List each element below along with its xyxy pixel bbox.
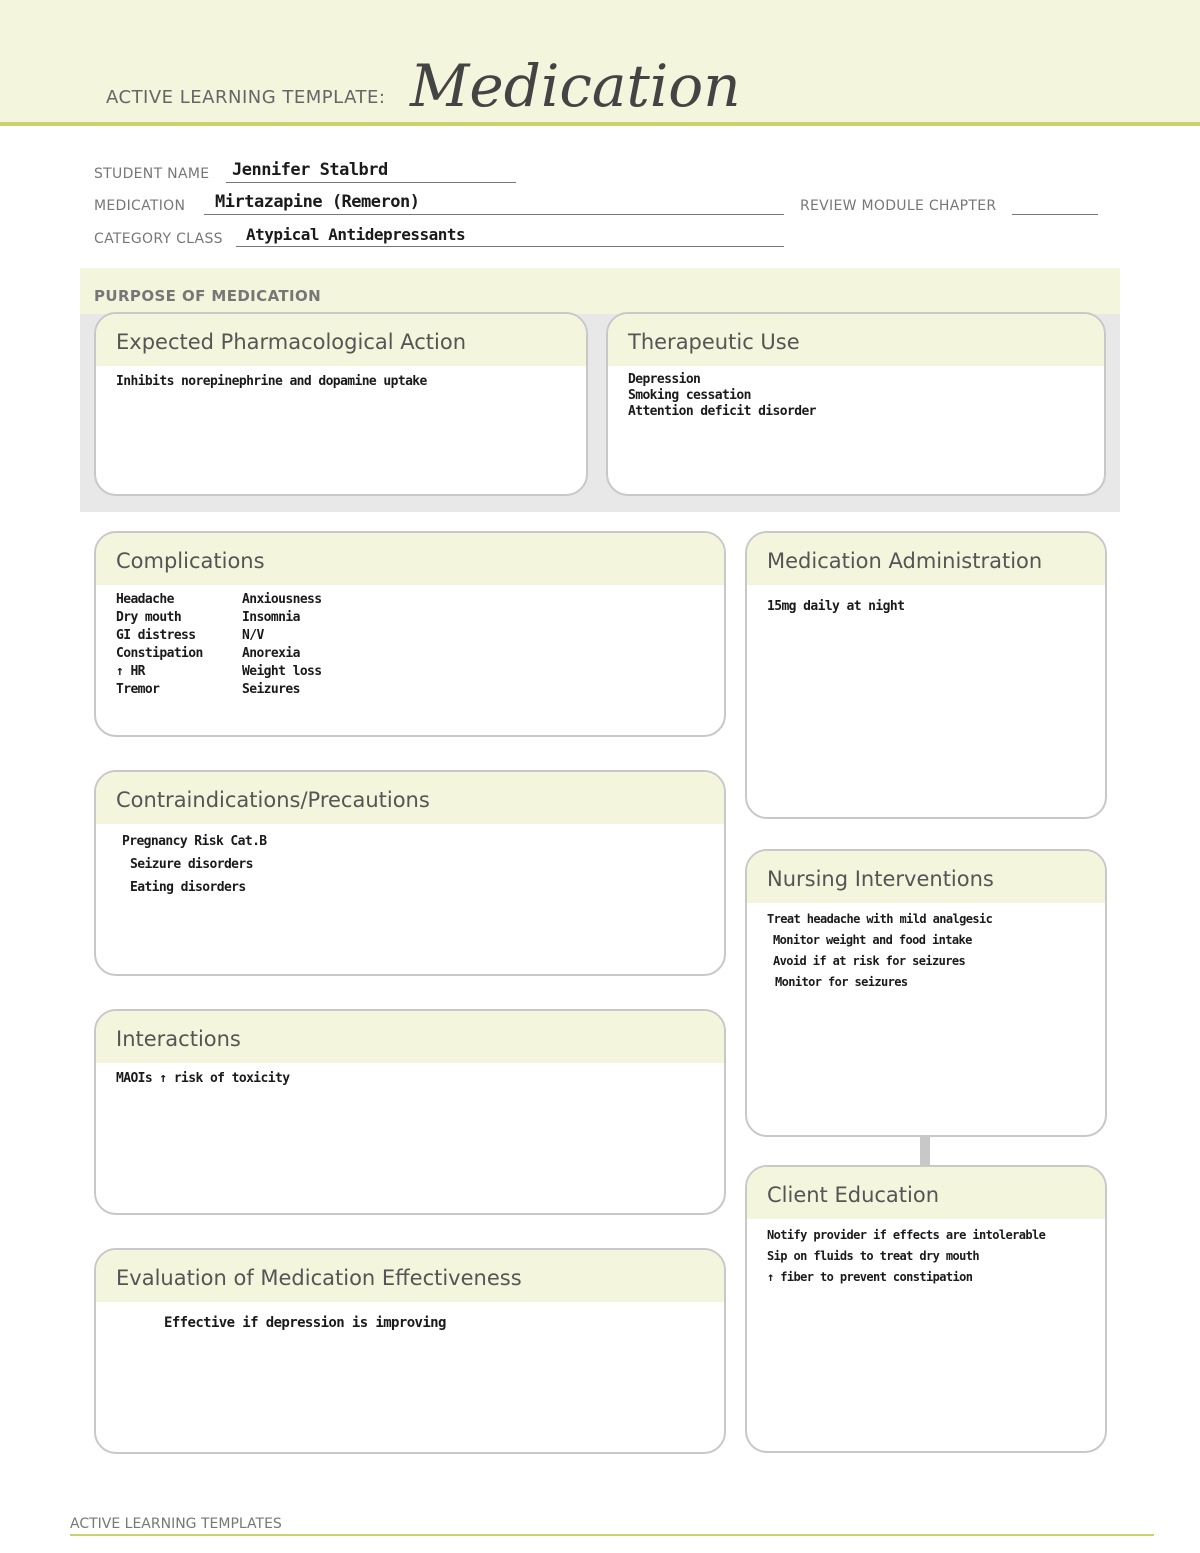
client-education-line: Sip on fluids to treat dry mouth [767, 1249, 979, 1263]
medication-field[interactable]: Mirtazapine (Remeron) [215, 192, 420, 212]
complication-item: Anorexia [242, 646, 300, 661]
complication-item: Headache [116, 592, 174, 607]
complication-item: GI distress [116, 628, 196, 643]
contraindications-box [94, 770, 726, 976]
complication-item: Seizures [242, 682, 300, 697]
complication-item: Anxiousness [242, 592, 322, 607]
expected-action-title: Expected Pharmacological Action [96, 314, 586, 366]
complication-item: Constipation [116, 646, 203, 661]
complications-box [94, 531, 726, 737]
footer-label: ACTIVE LEARNING TEMPLATES [70, 1516, 282, 1532]
client-education-line: Notify provider if effects are intolerable [767, 1228, 1046, 1242]
evaluation-title: Evaluation of Medication Effectiveness [96, 1250, 724, 1302]
category-class-field[interactable]: Atypical Antidepressants [246, 225, 466, 244]
evaluation-line: Effective if depression is improving [164, 1315, 446, 1331]
page-title: Medication [410, 52, 741, 120]
expected-action-line: Inhibits norepinephrine and dopamine uptake [116, 374, 427, 389]
nursing-intervention-line: Treat headache with mild analgesic [767, 912, 993, 926]
interactions-content[interactable] [96, 1063, 724, 1094]
contraindication-line: Seizure disorders [130, 857, 253, 872]
complication-item: Tremor [116, 682, 160, 697]
expected-action-content[interactable] [96, 366, 586, 397]
complications-column-2 [242, 591, 322, 699]
therapeutic-use-content[interactable] [608, 366, 1104, 426]
nursing-intervention-line: Avoid if at risk for seizures [773, 954, 966, 968]
expected-action-box [94, 312, 588, 496]
complication-item: ↑ HR [116, 664, 145, 679]
client-education-content[interactable] [747, 1219, 1105, 1294]
administration-line: 15mg daily at night [767, 599, 905, 614]
administration-box [745, 531, 1107, 819]
administration-content[interactable] [747, 585, 1105, 622]
client-education-line: ↑ fiber to prevent constipation [767, 1270, 973, 1284]
therapeutic-use-box [606, 312, 1106, 496]
medication-label: MEDICATION [94, 198, 186, 214]
administration-title: Medication Administration [747, 533, 1105, 585]
contraindications-title: Contraindications/Precautions [96, 772, 724, 824]
student-name-line [226, 182, 516, 183]
contraindications-content[interactable] [96, 824, 724, 905]
student-name-label: STUDENT NAME [94, 166, 210, 182]
complication-item: N/V [242, 628, 264, 643]
therapeutic-use-line: Depression [628, 372, 701, 387]
interactions-title: Interactions [96, 1011, 724, 1063]
complications-content[interactable] [96, 585, 724, 697]
nursing-interventions-content[interactable] [747, 903, 1105, 999]
interactions-box [94, 1009, 726, 1215]
review-module-line [1012, 214, 1098, 215]
header-rule [0, 122, 1200, 126]
contraindication-line: Eating disorders [130, 880, 246, 895]
footer-rule [70, 1534, 1154, 1536]
complications-column-1 [116, 591, 203, 699]
client-education-box [745, 1165, 1107, 1453]
category-class-line [236, 246, 784, 247]
category-class-label: CATEGORY CLASS [94, 231, 223, 247]
complication-item: Insomnia [242, 610, 300, 625]
client-education-title: Client Education [747, 1167, 1105, 1219]
complications-title: Complications [96, 533, 724, 585]
medication-line [204, 214, 784, 215]
nursing-intervention-line: Monitor weight and food intake [773, 933, 972, 947]
complication-item: Dry mouth [116, 610, 182, 625]
interaction-line: MAOIs ↑ risk of toxicity [116, 1071, 290, 1086]
evaluation-content[interactable] [96, 1302, 724, 1339]
purpose-label: PURPOSE OF MEDICATION [94, 287, 322, 305]
template-label: ACTIVE LEARNING TEMPLATE: [106, 87, 386, 108]
nursing-intervention-line: Monitor for seizures [775, 975, 908, 989]
contraindication-line: Pregnancy Risk Cat.B [122, 834, 267, 849]
complication-item: Weight loss [242, 664, 322, 679]
nursing-interventions-title: Nursing Interventions [747, 851, 1105, 903]
review-module-label: REVIEW MODULE CHAPTER [800, 198, 997, 214]
nursing-interventions-box [745, 849, 1107, 1137]
therapeutic-use-line: Attention deficit disorder [628, 404, 816, 419]
therapeutic-use-line: Smoking cessation [628, 388, 751, 403]
evaluation-box [94, 1248, 726, 1454]
student-name-field[interactable]: Jennifer Stalbrd [232, 160, 388, 180]
therapeutic-use-title: Therapeutic Use [608, 314, 1104, 366]
connector-bar [920, 1136, 930, 1166]
